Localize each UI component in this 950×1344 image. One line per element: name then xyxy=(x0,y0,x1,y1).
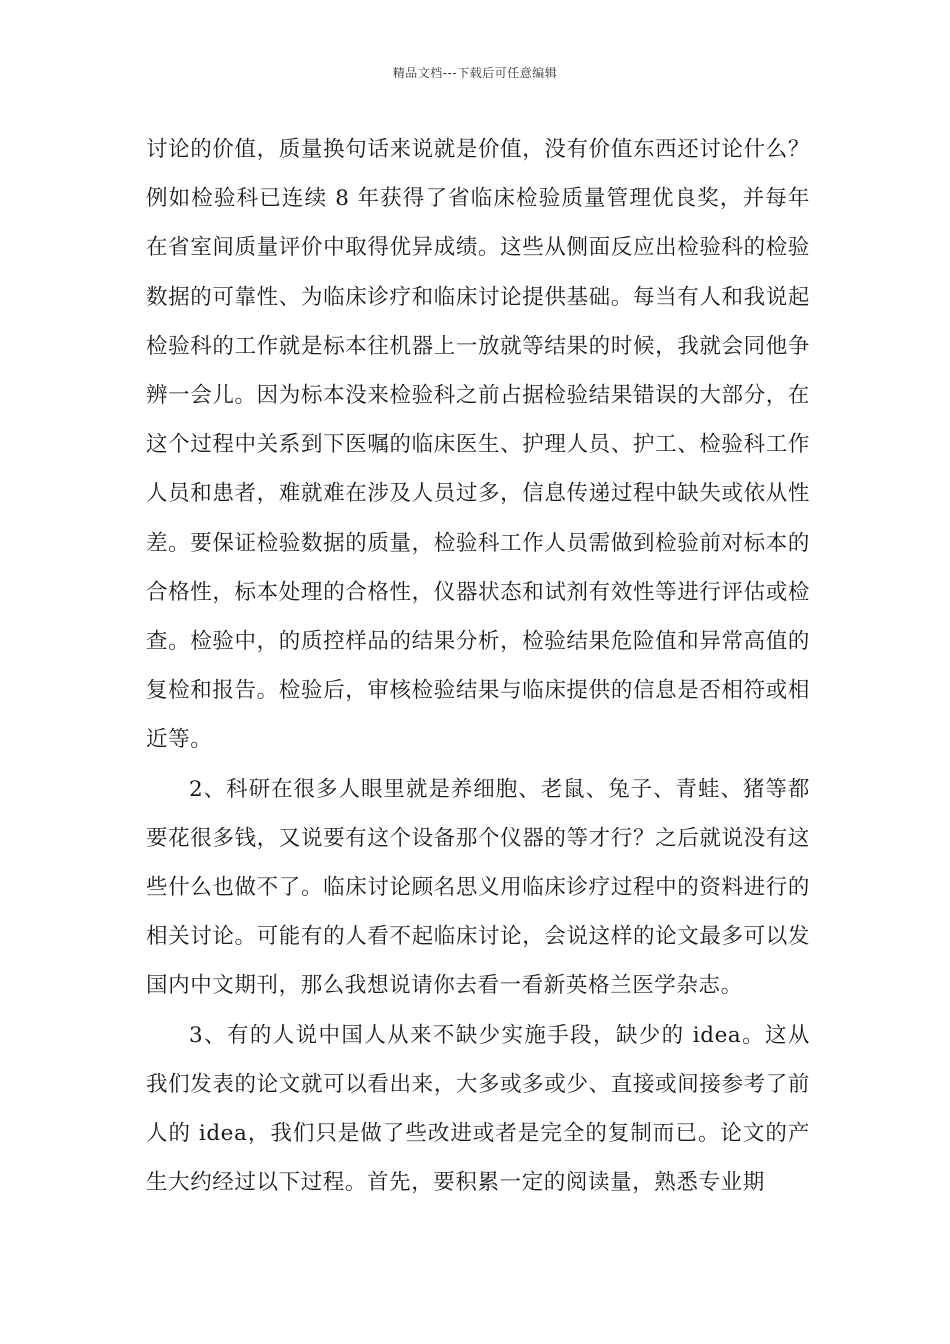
paragraph-1: 讨论的价值，质量换句话来说就是价值，没有价值东西还讨论什么？例如检验科已连续 8 年获得了省临床检验质量管理优良奖，并每年在省室间质量评价中取得优异成绩。这些从侧面反应出检验科的检验数据的可靠性、为临床诊疗和临床讨论提供基础。每当有人和我说起检验科的工作就是标本往机器上一放就等结果的时候，我就会同他争辨一会儿。因为标本没来检验科之前占据检验结果错误的大部分，在这个过程中关系到下医嘱的临床医生、护理人员、护工、检验科工作人员和患者，难就难在涉及人员过多，信息传递过程中缺失或依从性差。要保证检验数据的质量，检验科工作人员需做到检验前对标本的合格性，标本处理的合格性，仪器状态和试剂有效性等进行评估或检查。检验中，的质控样品的结果分析，检验结果危险值和异常高值的复检和报告。检验后，审核检验结果与临床提供的信息是否相符或相近等。 xyxy=(146,137,810,753)
paragraph-2: 2、科研在很多人眼里就是养细胞、老鼠、兔子、青蛙、猪等都要花很多钱，又说要有这个设备那个仪器的等才行？之后就说没有这些什么也做不了。临床讨论顾名思义用临床诊疗过程中的资料进行的相关讨论。可能有的人看不起临床讨论，会说这样的论文最多可以发国内中文期刊，那么我想说请你去看一看新英格兰医学杂志。 xyxy=(146,776,810,999)
page-header: 精品文档---下载后可任意编辑 xyxy=(392,66,558,80)
paragraph-3: 3、有的人说中国人从来不缺少实施手段，缺少的 idea。这从我们发表的论文就可以看出来，大多或多或少、直接或间接参考了前人的 idea，我们只是做了些改进或者是完全的复制而已。论文的产生大约经过以下过程。首先，要积累一定的阅读量，熟悉专业期 xyxy=(146,1022,810,1196)
document-body xyxy=(146,125,810,1207)
